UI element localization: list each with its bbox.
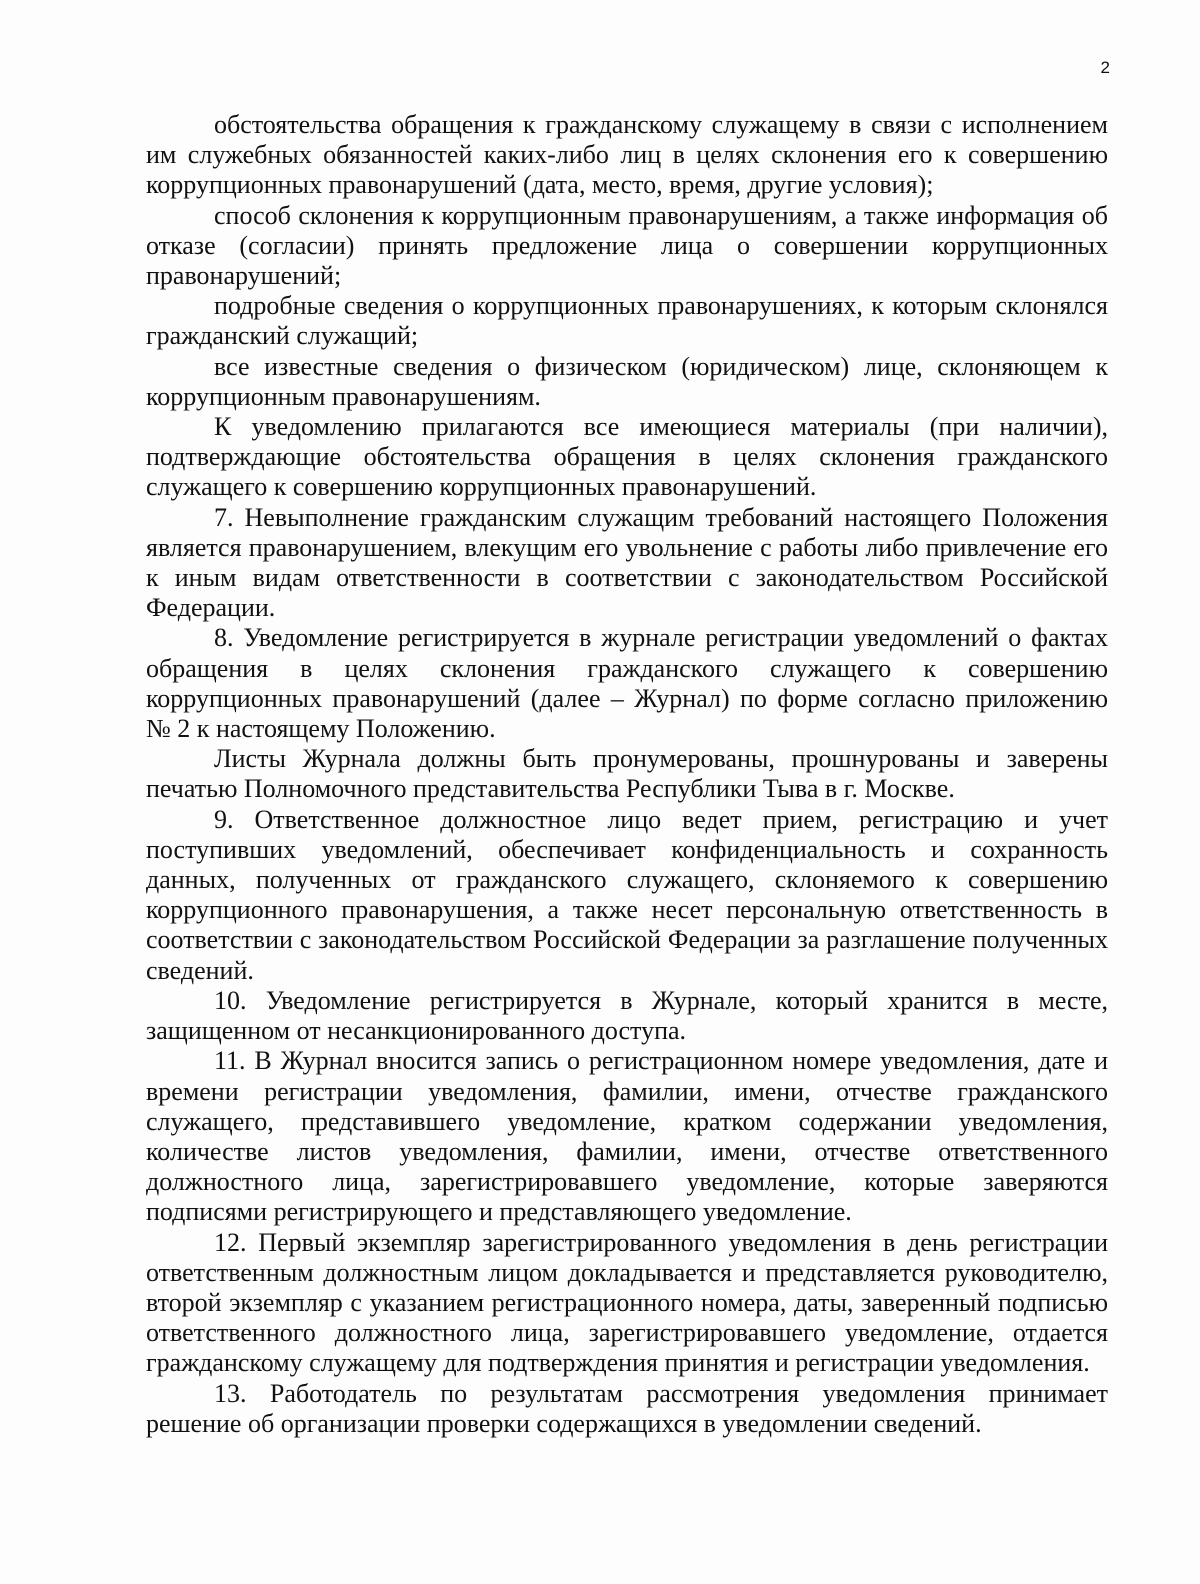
paragraph-clause-12: 12. Первый экземпляр зарегистрированного уведомления в день регистрации ответственным должностным лицом докладывается и представляется руководителю, второй экземпляр с указанием регистрационного номера, даты, заверенный подписью ответственного должностного лица, зарегистрировавшего уведомление, отдается гражданскому служащему для подтверждения принятия и регистрации уведомления.	[146, 1227, 1108, 1378]
paragraph-clause-13: 13. Работодатель по результатам рассмотрения уведомления принимает решение об организации проверки содержащихся в уведомлении сведений.	[146, 1378, 1108, 1438]
paragraph-clause-11: 11. В Журнал вносится запись о регистрационном номере уведомления, дате и времени регистрации уведомления, фамилии, имени, отчестве гражданского служащего, представившего уведомление, кратком содержании уведомления, количестве листов уведомления, фамилии, имени, отчестве ответственного должностного лица, зарегистрировавшего уведомление, которые заверяются подписями регистрирующего и представляющего уведомление.	[146, 1046, 1108, 1227]
page-number: 2	[1100, 58, 1110, 77]
paragraph-clause-10: 10. Уведомление регистрируется в Журнале, который хранится в месте, защищенном от несанкционированного доступа.	[146, 985, 1108, 1046]
paragraph-attachments: К уведомлению прилагаются все имеющиеся материалы (при наличии), подтверждающие обстоятельства обращения в целях склонения гражданского служащего к совершению коррупционных правонарушений.	[146, 412, 1108, 502]
paragraph-circumstances: обстоятельства обращения к гражданскому служащему в связи с исполнением им служебных обязанностей каких-либо лиц в целях склонения его к совершению коррупционных правонарушений (дата, место, время, другие условия);	[146, 110, 1108, 200]
paragraph-clause-7: 7. Невыполнение гражданским служащим требований настоящего Положения является правонарушением, влекущим его увольнение с работы либо привлечение его к иным видам ответственности в соответствии с законодательством Российской Федерации.	[146, 502, 1108, 623]
paragraph-clause-9: 9. Ответственное должностное лицо ведет прием, регистрацию и учет поступивших уведомлений, обеспечивает конфиденциальность и сохранность данных, полученных от гражданского служащего, склоняемого к совершению коррупционного правонарушения, а также несет персональную ответственность в соответствии с законодательством Российской Федерации за разглашение полученных сведений.	[146, 804, 1108, 985]
document-body	[146, 110, 1108, 1439]
paragraph-person-info: все известные сведения о физическом (юридическом) лице, склоняющем к коррупционным правонарушениям.	[146, 351, 1108, 411]
paragraph-clause-8: 8. Уведомление регистрируется в журнале регистрации уведомлений о фактах обращения в целях склонения гражданского служащего к совершению коррупционных правонарушений (далее – Журнал) по форме согласно приложению № 2 к настоящему Положению.	[146, 623, 1108, 744]
paragraph-journal-sheets: Листы Журнала должны быть пронумерованы, прошнурованы и заверены печатью Полномочного представительства Республики Тыва в г. Москве.	[146, 744, 1108, 804]
paragraph-method: способ склонения к коррупционным правонарушениям, а также информация об отказе (согласии) принять предложение лица о совершении коррупционных правонарушений;	[146, 200, 1108, 291]
paragraph-details: подробные сведения о коррупционных правонарушениях, к которым склонялся гражданский служащий;	[146, 291, 1108, 351]
